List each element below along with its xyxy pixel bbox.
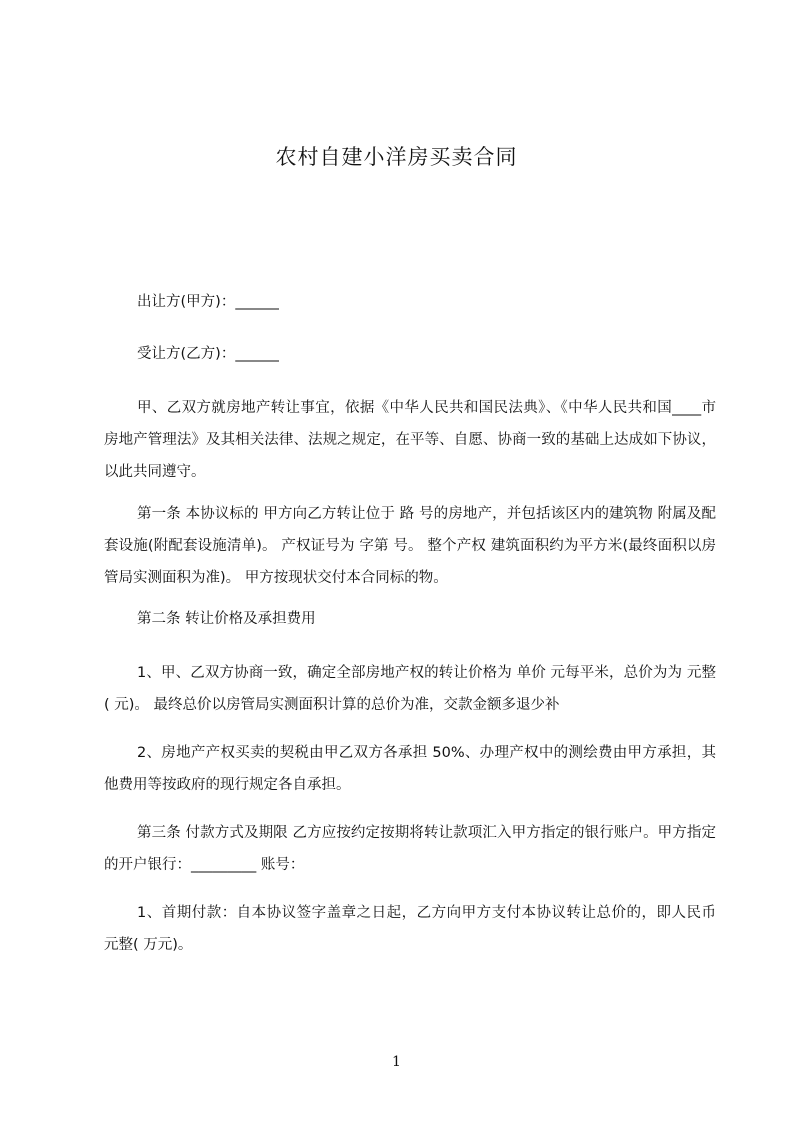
contract-title: 农村自建小洋房买卖合同 (275, 145, 518, 169)
article-2-item-2: 2、房地产产权买卖的契税由甲乙双方各承担 50%、办理产权中的测绘费由甲方承担，其他费用等按政府的现行规定各自承担。 (104, 745, 716, 793)
article-2-heading: 第二条 转让价格及承担费用 (137, 611, 316, 627)
preamble-paragraph: 甲、乙双方就房地产转让事宜，依据《中华人民共和国民法典》、《中华人民共和国____市房地产管理法》及其相关法律、法规之规定，在平等、自愿、协商一致的基础上达成如下协议，以此共同遵守。 (104, 400, 716, 480)
buyer-line: 受让方(乙方)：______ (137, 346, 279, 362)
article-1-paragraph: 第一条 本协议标的 甲方向乙方转让位于 路 号的房地产，并包括该区内的建筑物 附属及配套设施(附配套设施清单)。 产权证号为 字第 号。 整个产权 建筑面积约为平方米(最终面积以房管局实测面积为准)。 甲方按现状交付本合同标的物。 (104, 506, 716, 586)
seller-line: 出让方(甲方)：______ (137, 294, 279, 310)
article-3-paragraph: 第三条 付款方式及期限 乙方应按约定按期将转让款项汇入甲方指定的银行账户。甲方指定的开户银行：_________ 账号： (104, 825, 716, 873)
page-number: 1 (392, 1054, 401, 1070)
article-2-item-1: 1、甲、乙双方协商一致，确定全部房地产权的转让价格为 单价 元每平米，总价为为 元整( 元)。 最终总价以房管局实测面积计算的总价为准，交款金额多退少补 (104, 665, 716, 713)
article-3-item-1: 1、首期付款：自本协议签字盖章之日起，乙方向甲方支付本协议转让总价的，即人民币 元整( 万元)。 (104, 905, 716, 953)
